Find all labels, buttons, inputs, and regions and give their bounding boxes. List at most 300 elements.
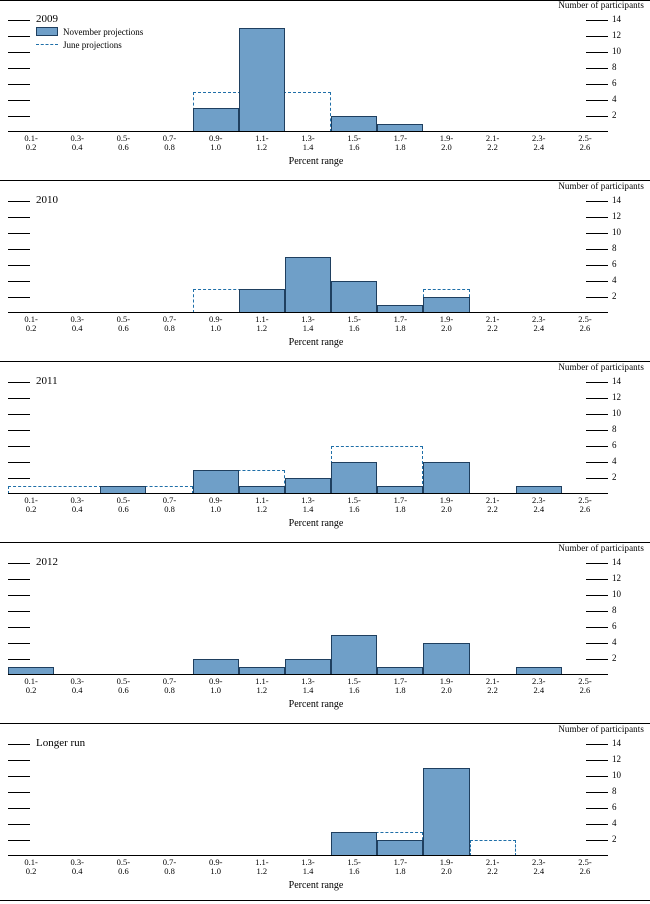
x-tick-label-bottom: 1.8 [394,866,406,876]
x-tick-label-bottom: 0.4 [71,504,83,514]
y-tick-label: 6 [612,259,617,269]
y-tick-label: 10 [612,770,621,780]
x-tick-label-bottom: 1.6 [348,142,360,152]
x-tick-label-top: 1.7- [393,314,408,324]
november-projection-bar [193,108,239,132]
x-tick-label-top: 0.7- [162,495,177,505]
x-tick-label [57,315,97,333]
x-tick-label-top: 0.7- [162,676,177,686]
x-tick-label [519,134,559,152]
y-tick-label: 12 [612,754,621,764]
x-tick-label [334,677,374,695]
x-tick-label [380,315,420,333]
x-tick-label-top: 0.3- [70,495,84,505]
x-tick-label-top: 2.5- [578,857,592,867]
x-tick-label-top: 0.1- [24,495,38,505]
y-tick-left [8,68,30,69]
x-tick-label-bottom: 1.6 [348,685,360,695]
x-tick-label-top: 2.1- [485,676,500,686]
x-tick-label [196,315,236,333]
x-tick-label-top: 2.1- [485,857,500,867]
november-projection-bar [193,659,239,675]
x-tick-label-top: 0.5- [116,857,131,867]
y-tick-right [586,824,608,825]
y-tick-right [586,760,608,761]
y-tick-left [8,840,30,841]
y-tick-left [8,563,30,564]
x-tick-label-bottom: 1.4 [302,323,314,333]
y-tick-label: 12 [612,211,621,221]
x-tick-label-top: 1.7- [393,857,408,867]
y-tick-right [586,84,608,85]
x-axis-line [8,855,608,856]
x-tick-label-top: 1.9- [439,495,454,505]
x-tick-label [242,677,282,695]
x-axis-line [8,131,608,132]
chart-panel [0,0,650,180]
x-tick-label-top: 1.9- [439,676,454,686]
y-tick-left [8,398,30,399]
november-projection-bar [239,28,285,132]
november-projection-bar [331,832,377,856]
x-tick-label-top: 0.3- [70,857,84,867]
x-tick-label-top: 1.1- [255,857,269,867]
plot-area [8,12,621,132]
x-axis-title: Percent range [288,518,344,529]
x-tick-label [57,677,97,695]
y-tick-label: 10 [612,408,621,418]
x-tick-label [242,496,282,514]
x-tick-label-bottom: 1.6 [348,323,360,333]
legend [36,26,143,52]
chart-panel [0,724,650,904]
y-tick-left [8,792,30,793]
x-tick-label [426,677,466,695]
x-tick-label-top: 2.5- [578,314,592,324]
x-tick-label-top: 1.5- [347,495,361,505]
y-tick-left [8,249,30,250]
x-tick-label-top: 1.5- [347,133,361,143]
november-projection-bar [331,635,377,675]
x-tick-label [103,858,143,876]
y-tick-right [586,281,608,282]
y-tick-label: 14 [612,195,621,205]
y-tick-left [8,611,30,612]
y-tick-left [8,265,30,266]
x-tick-label-bottom: 0.8 [164,142,175,152]
panel-title: Longer run [36,737,86,749]
x-tick-label-top: 0.1- [24,314,38,324]
x-tick-label [288,677,328,695]
y-tick-left [8,430,30,431]
y-tick-left [8,84,30,85]
y-tick-label: 2 [612,110,617,120]
x-tick-label-bottom: 0.6 [118,142,129,152]
y-tick-right [586,217,608,218]
x-tick-label-bottom: 0.4 [71,323,83,333]
legend-dashed-line-icon [36,44,58,45]
november-projection-bar [193,470,239,494]
x-tick-label-top: 0.3- [70,314,84,324]
x-tick-label [288,315,328,333]
y-tick-left [8,659,30,660]
x-tick-label-top: 2.1- [485,495,500,505]
x-tick-label [150,496,190,514]
y-tick-right [586,100,608,101]
y-tick-label: 10 [612,46,621,56]
x-tick-label [242,315,282,333]
x-axis-title: Percent range [288,880,344,891]
x-tick-label-bottom: 0.2 [25,142,37,152]
legend-label-june: June projections [63,39,122,50]
x-tick-label-top: 1.3- [301,676,315,686]
y-tick-label: 6 [612,440,617,450]
x-axis-title: Percent range [288,156,344,167]
x-tick-label-top: 1.9- [439,314,454,324]
x-tick-label-bottom: 1.0 [210,685,221,695]
x-tick-label [334,315,374,333]
x-tick-label-top: 0.3- [70,676,84,686]
x-tick-label [196,677,236,695]
x-tick-label [565,858,605,876]
y-tick-left [8,627,30,628]
y-tick-left [8,217,30,218]
november-projection-bar [331,281,377,313]
x-tick-label-top: 0.5- [116,495,131,505]
x-tick-label [242,858,282,876]
x-tick-label [11,677,51,695]
x-tick-label-bottom: 1.4 [302,504,314,514]
x-tick-label-top: 1.1- [255,133,269,143]
x-tick-label [473,315,513,333]
x-tick-label-bottom: 2.6 [579,866,591,876]
y-tick-right [586,659,608,660]
x-tick-label [565,134,605,152]
x-tick-label [334,858,374,876]
x-tick-label-top: 1.5- [347,857,361,867]
x-tick-label-bottom: 0.6 [118,866,129,876]
legend-item-november [36,26,143,37]
y-tick-left [8,414,30,415]
y-tick-label: 6 [612,802,617,812]
x-tick-label [57,496,97,514]
x-tick-label-bottom: 0.8 [164,866,175,876]
x-tick-label-top: 2.3- [532,495,546,505]
x-tick-label-bottom: 1.4 [302,866,314,876]
y-tick-label: 8 [612,605,617,615]
y-tick-right [586,462,608,463]
y-tick-right [586,776,608,777]
y-tick-right [586,643,608,644]
x-tick-label [334,496,374,514]
y-tick-left [8,808,30,809]
y-tick-label: 14 [612,557,621,567]
y-tick-label: 2 [612,834,617,844]
x-tick-label-top: 0.9- [208,314,223,324]
chart-panel [0,543,650,723]
x-tick-label [426,315,466,333]
x-tick-label-top: 0.7- [162,857,177,867]
x-tick-label-bottom: 0.6 [118,504,129,514]
x-tick-label-top: 1.5- [347,314,361,324]
y-tick-left [8,824,30,825]
x-tick-label-bottom: 2.4 [533,866,545,876]
y-tick-left [8,462,30,463]
y-tick-right [586,265,608,266]
x-tick-label [380,677,420,695]
november-projection-bar [423,643,469,675]
panel-title: 2010 [36,194,58,206]
x-tick-label [103,315,143,333]
y-tick-left [8,382,30,383]
x-tick-label-top: 2.5- [578,676,592,686]
x-tick-label-bottom: 1.8 [394,323,406,333]
x-tick-label-bottom: 1.4 [302,142,314,152]
x-tick-label-bottom: 2.2 [487,142,498,152]
x-tick-label-bottom: 1.6 [348,866,360,876]
x-axis-labels [8,677,608,699]
x-tick-label-top: 1.3- [301,857,315,867]
x-tick-label-bottom: 1.2 [256,142,268,152]
x-tick-label-top: 0.5- [116,314,131,324]
y-tick-label: 4 [612,637,617,647]
y-tick-right [586,579,608,580]
y-tick-label: 6 [612,78,617,88]
x-tick-label-bottom: 1.6 [348,504,360,514]
x-tick-label-top: 0.7- [162,314,177,324]
y-tick-right [586,595,608,596]
y-tick-label: 4 [612,94,617,104]
x-tick-label-bottom: 1.2 [256,685,268,695]
x-tick-label-bottom: 2.4 [533,504,545,514]
y-tick-right [586,116,608,117]
x-tick-label [150,134,190,152]
plot-area [8,374,621,494]
x-tick-label [11,496,51,514]
y-tick-label: 8 [612,424,617,434]
x-tick-label-bottom: 1.8 [394,142,406,152]
y-tick-left [8,478,30,479]
x-tick-label-bottom: 1.2 [256,504,268,514]
x-tick-label [334,134,374,152]
x-tick-label [103,496,143,514]
y-tick-label: 4 [612,818,617,828]
x-tick-label [150,677,190,695]
x-tick-label [473,134,513,152]
y-axis-title: Number of participants [558,724,644,734]
y-tick-label: 8 [612,62,617,72]
y-tick-right [586,414,608,415]
x-tick-label-bottom: 2.6 [579,504,591,514]
x-tick-label-top: 0.5- [116,133,131,143]
y-tick-label: 4 [612,275,617,285]
y-axis-title: Number of participants [558,181,644,191]
y-tick-left [8,52,30,53]
y-tick-right [586,563,608,564]
x-tick-label-bottom: 0.6 [118,323,129,333]
x-tick-label [150,858,190,876]
x-tick-label-bottom: 0.8 [164,685,175,695]
x-tick-label-top: 1.5- [347,676,361,686]
x-tick-label [380,858,420,876]
x-tick-label [57,134,97,152]
x-tick-label [380,496,420,514]
x-tick-label [242,134,282,152]
x-tick-label-top: 0.7- [162,133,177,143]
x-tick-label [519,315,559,333]
x-tick-label [57,858,97,876]
y-tick-right [586,52,608,53]
y-tick-left [8,595,30,596]
x-tick-label-top: 1.1- [255,676,269,686]
y-tick-right [586,792,608,793]
legend-label-november: November projections [63,26,144,37]
x-tick-label-top: 2.1- [485,133,500,143]
x-tick-label-bottom: 0.4 [71,866,83,876]
y-tick-right [586,446,608,447]
y-tick-label: 14 [612,14,621,24]
x-tick-label-bottom: 2.2 [487,323,498,333]
y-tick-left [8,776,30,777]
x-axis-labels [8,315,608,337]
x-axis-labels [8,134,608,156]
x-tick-label [565,496,605,514]
x-tick-label-bottom: 2.0 [441,323,452,333]
y-axis-title: Number of participants [558,362,644,372]
x-tick-label-bottom: 2.2 [487,866,498,876]
y-tick-label: 2 [612,472,617,482]
x-tick-label-bottom: 1.2 [256,323,268,333]
x-tick-label-bottom: 1.0 [210,323,221,333]
x-tick-label [11,315,51,333]
y-axis-title: Number of participants [558,543,644,553]
x-tick-label-bottom: 2.2 [487,504,498,514]
x-tick-label-top: 1.1- [255,495,269,505]
x-tick-label [11,858,51,876]
x-tick-label-bottom: 1.0 [210,504,221,514]
y-tick-left [8,760,30,761]
x-tick-label-top: 1.3- [301,314,315,324]
november-projection-bar [377,840,423,856]
legend-item-june [36,39,143,50]
x-tick-label-bottom: 1.8 [394,685,406,695]
x-tick-label-bottom: 0.6 [118,685,129,695]
november-projection-bar [285,659,331,675]
x-tick-label-bottom: 0.8 [164,504,175,514]
x-tick-label [288,858,328,876]
y-tick-label: 12 [612,392,621,402]
x-tick-label-top: 1.7- [393,495,408,505]
x-tick-label-bottom: 0.8 [164,323,175,333]
x-tick-label [519,858,559,876]
x-tick-label-top: 1.9- [439,857,454,867]
plot-area [8,736,621,856]
x-tick-label-top: 1.3- [301,495,315,505]
x-tick-label [473,496,513,514]
x-tick-label-bottom: 0.4 [71,685,83,695]
y-tick-right [586,36,608,37]
x-tick-label [565,677,605,695]
x-tick-label-bottom: 2.6 [579,323,591,333]
y-tick-right [586,744,608,745]
november-projection-bar [331,116,377,132]
x-tick-label-bottom: 2.4 [533,142,545,152]
y-tick-label: 4 [612,456,617,466]
x-tick-label-top: 1.3- [301,133,315,143]
november-projection-bar [285,478,331,494]
y-tick-right [586,398,608,399]
y-tick-right [586,297,608,298]
panel-title: 2012 [36,556,58,568]
y-tick-label: 8 [612,243,617,253]
y-tick-left [8,744,30,745]
y-tick-label: 14 [612,738,621,748]
x-tick-label [288,496,328,514]
x-tick-label-bottom: 1.4 [302,685,314,695]
x-tick-label-bottom: 2.6 [579,142,591,152]
november-projection-bar [331,462,377,494]
x-tick-label-bottom: 1.8 [394,504,406,514]
x-tick-label [565,315,605,333]
x-axis-line [8,674,608,675]
x-tick-label [426,496,466,514]
x-tick-label [473,858,513,876]
y-tick-right [586,201,608,202]
plot-area [8,193,621,313]
y-tick-label: 14 [612,376,621,386]
x-tick-label-top: 1.1- [255,314,269,324]
x-tick-label-top: 2.5- [578,133,592,143]
y-tick-left [8,233,30,234]
y-tick-label: 8 [612,786,617,796]
x-tick-label-top: 0.9- [208,495,223,505]
x-tick-label-bottom: 0.2 [25,866,37,876]
x-tick-label [426,134,466,152]
x-axis-labels [8,496,608,518]
x-tick-label-bottom: 1.0 [210,866,221,876]
x-tick-label-top: 0.3- [70,133,84,143]
x-tick-label [196,496,236,514]
x-tick-label-top: 1.7- [393,133,408,143]
x-axis-labels [8,858,608,880]
x-tick-label-bottom: 1.0 [210,142,221,152]
june-projection-step [470,840,516,856]
x-tick-label [11,134,51,152]
y-tick-left [8,281,30,282]
y-tick-right [586,233,608,234]
x-tick-label [196,858,236,876]
x-tick-label-top: 2.1- [485,314,500,324]
y-tick-left [8,643,30,644]
x-axis-line [8,312,608,313]
x-tick-label-bottom: 0.2 [25,685,37,695]
x-tick-label-bottom: 2.4 [533,685,545,695]
y-tick-label: 10 [612,227,621,237]
x-tick-label-top: 2.3- [532,676,546,686]
x-axis-title: Percent range [288,337,344,348]
x-tick-label-bottom: 1.2 [256,866,268,876]
y-tick-left [8,116,30,117]
y-tick-label: 12 [612,573,621,583]
chart-panel [0,181,650,361]
y-tick-left [8,446,30,447]
plot-area [8,555,621,675]
november-projection-bar [423,768,469,856]
x-tick-label [288,134,328,152]
y-tick-label: 10 [612,589,621,599]
y-tick-right [586,611,608,612]
y-tick-right [586,249,608,250]
